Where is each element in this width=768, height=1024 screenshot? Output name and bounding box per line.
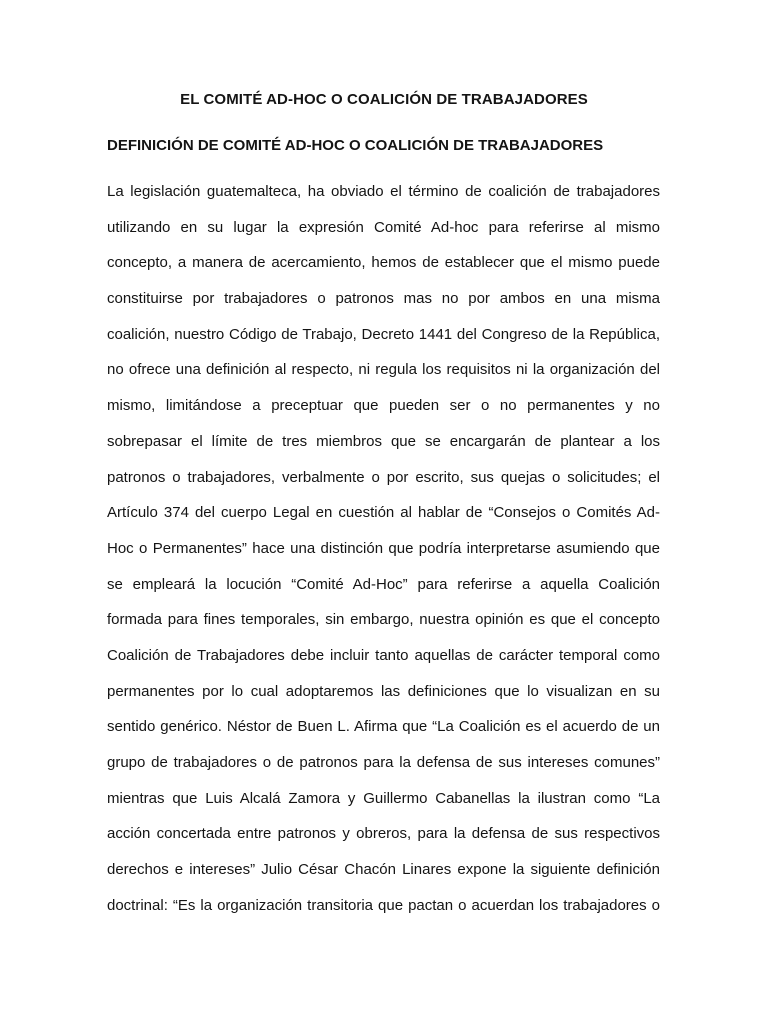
paragraph-line: grupo de trabajadores o de patronos para la defensa de sus intereses comunes”: [107, 754, 660, 771]
paragraph-line: coalición, nuestro Código de Trabajo, Decreto 1441 del Congreso de la República,: [107, 325, 660, 343]
paragraph-line: mismo, limitándose a preceptuar que pueden ser o no permanentes y no: [107, 397, 660, 415]
paragraph-line: patronos o trabajadores, verbalmente o por escrito, sus quejas o solicitudes; el: [107, 468, 660, 486]
paragraph-line: mientras que Luis Alcalá Zamora y Guillermo Cabanellas la ilustran como “La: [107, 789, 660, 807]
paragraph-line: Hoc o Permanentes” hace una distinción que podría interpretarse asumiendo que: [107, 539, 660, 557]
paragraph-line: Artículo 374 del cuerpo Legal en cuestión al hablar de “Consejos o Comités Ad-: [107, 504, 660, 522]
paragraph-line: Coalición de Trabajadores debe incluir tanto aquellas de carácter temporal como: [107, 646, 660, 664]
paragraph-line: acción concertada entre patronos y obreros, para la defensa de sus respectivos: [107, 825, 660, 843]
paragraph-line: concepto, a manera de acercamiento, hemos de establecer que el mismo puede: [107, 254, 660, 272]
paragraph-line: sobrepasar el límite de tres miembros que se encargarán de plantear a los: [107, 432, 660, 450]
paragraph-line: sentido genérico. Néstor de Buen L. Afirma que “La Coalición es el acuerdo de un: [107, 718, 660, 736]
paragraph-line: La legislación guatemalteca, ha obviado el término de coalición de trabajadores: [107, 183, 660, 200]
section-heading: DEFINICIÓN DE COMITÉ AD-HOC O COALICIÓN DE TRABAJADORES: [107, 137, 604, 154]
paragraph-line: se empleará la locución “Comité Ad-Hoc” para referirse a aquella Coalición: [107, 575, 660, 593]
paragraph-line: constituirse por trabajadores o patronos mas no por ambos en una misma: [107, 290, 660, 308]
body-paragraph: [107, 176, 660, 925]
paragraph-line: no ofrece una definición al respecto, ni regula los requisitos ni la organización del: [107, 361, 660, 379]
document-title: EL COMITÉ AD-HOC O COALICIÓN DE TRABAJADORES: [180, 91, 588, 108]
paragraph-line: formada para fines temporales, sin embargo, nuestra opinión es que el concepto: [107, 611, 660, 629]
paragraph-line: doctrinal: “Es la organización transitoria que pactan o acuerdan los trabajadores o: [107, 896, 660, 914]
paragraph-line: permanentes por lo cual adoptaremos las definiciones que lo visualizan en su: [107, 682, 660, 700]
paragraph-line: derechos e intereses” Julio César Chacón Linares expone la siguiente definición: [107, 861, 660, 879]
paragraph-line: utilizando en su lugar la expresión Comité Ad-hoc para referirse al mismo: [107, 218, 660, 236]
